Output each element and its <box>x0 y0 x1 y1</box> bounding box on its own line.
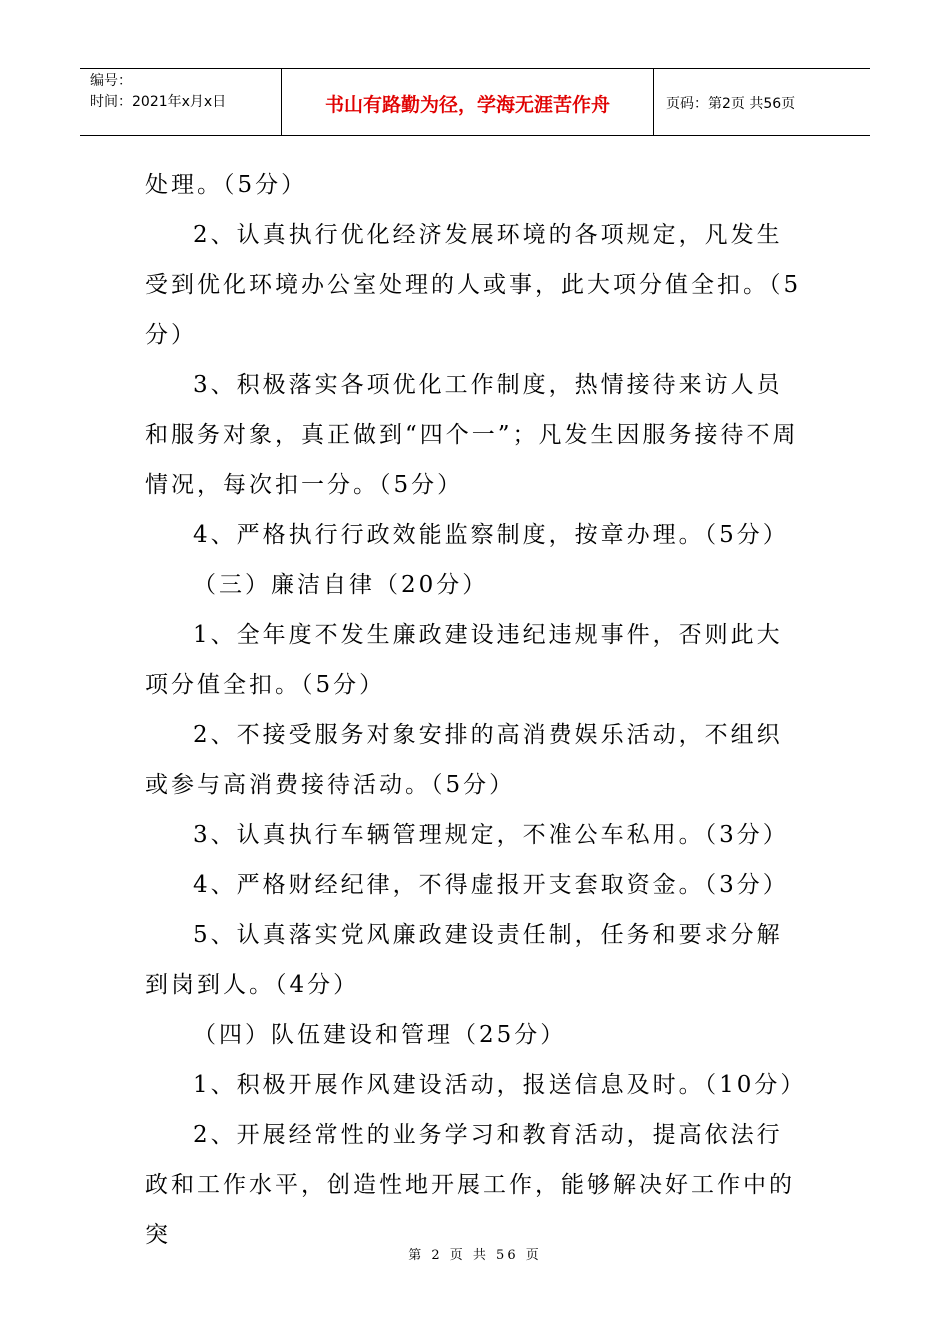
paragraph: 2、认真执行优化经济发展环境的各项规定，凡发生受到优化环境办公室处理的人或事，此大项分值全扣。（5分） <box>145 222 802 348</box>
paragraph: 2、不接受服务对象安排的高消费娱乐活动，不组织或参与高消费接待活动。（5分） <box>145 722 783 798</box>
time-label: 时间：2021年x月x日 <box>90 94 227 110</box>
page-footer: 第 2 页 共 56 页 <box>408 1248 542 1263</box>
number-label: 编号： <box>90 73 132 89</box>
page-header <box>80 68 870 136</box>
section-heading: （四）队伍建设和管理（25分） <box>193 1022 567 1048</box>
paragraph: 4、严格执行行政效能监察制度，按章办理。（5分） <box>193 522 789 548</box>
paragraph: 5、认真落实党风廉政建设责任制，任务和要求分解到岗到人。（4分） <box>145 922 783 998</box>
paragraph: 1、全年度不发生廉政建设违纪违规事件，否则此大项分值全扣。（5分） <box>145 622 783 698</box>
document-body <box>145 160 807 1260</box>
paragraph: 2、开展经常性的业务学习和教育活动，提高依法行政和工作水平，创造性地开展工作，能够解决好工作中的突 <box>145 1122 795 1248</box>
paragraph: 1、积极开展作风建设活动，报送信息及时。（10分） <box>193 1072 807 1098</box>
section-heading: （三）廉洁自律（20分） <box>193 572 489 598</box>
paragraph: 4、严格财经纪律，不得虚报开支套取资金。（3分） <box>193 872 789 898</box>
paragraph: 处理。（5分） <box>145 172 308 198</box>
header-motto: 书山有路勤为径，学海无涯苦作舟 <box>282 69 654 135</box>
paragraph: 3、积极落实各项优化工作制度，热情接待来访人员和服务对象，真正做到“四个一”；凡发生因服务接待不周情况，每次扣一分。（5分） <box>145 372 799 498</box>
paragraph: 3、认真执行车辆管理规定，不准公车私用。（3分） <box>193 822 789 848</box>
header-page-info: 页码：第2页 共56页 <box>666 96 796 112</box>
header-meta <box>80 69 282 135</box>
